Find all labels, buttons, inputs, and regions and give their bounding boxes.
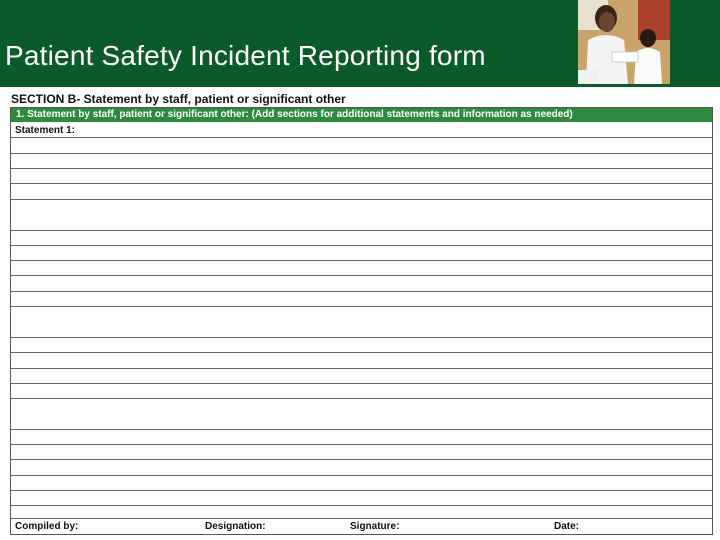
compiled-by-label: Compiled by: — [15, 521, 79, 532]
title-banner — [0, 0, 720, 87]
form-line[interactable] — [11, 352, 712, 353]
form-line[interactable] — [11, 337, 712, 338]
form-line[interactable] — [11, 291, 712, 292]
form-line[interactable] — [11, 230, 712, 231]
statement-form — [10, 107, 713, 535]
designation-label: Designation: — [205, 521, 266, 532]
form-line[interactable] — [11, 199, 712, 200]
form-footer — [11, 519, 712, 535]
healthcare-photo — [578, 0, 670, 84]
form-line[interactable] — [11, 245, 712, 246]
form-line[interactable] — [11, 137, 712, 138]
form-line[interactable] — [11, 475, 712, 476]
statement-label: Statement 1: — [15, 125, 76, 136]
form-line[interactable] — [11, 306, 712, 307]
form-line[interactable] — [11, 459, 712, 460]
form-line[interactable] — [11, 490, 712, 491]
form-line[interactable] — [11, 153, 712, 154]
form-line[interactable] — [11, 444, 712, 445]
form-header-row: 1. Statement by staff, patient or significant other: (Add sections for additional statements and information as needed) — [11, 108, 712, 122]
form-line[interactable] — [11, 260, 712, 261]
form-line[interactable] — [11, 183, 712, 184]
form-line[interactable] — [11, 168, 712, 169]
form-line[interactable] — [11, 398, 712, 399]
date-label: Date: — [554, 521, 580, 532]
form-line[interactable] — [11, 505, 712, 506]
form-line[interactable] — [11, 275, 712, 276]
form-line[interactable] — [11, 368, 712, 369]
form-line[interactable] — [11, 383, 712, 384]
form-line[interactable] — [11, 429, 712, 430]
signature-label: Signature: — [350, 521, 400, 532]
page-title: Patient Safety Incident Reporting form — [5, 40, 486, 71]
section-heading: SECTION B- Statement by staff, patient or significant other — [11, 92, 346, 106]
